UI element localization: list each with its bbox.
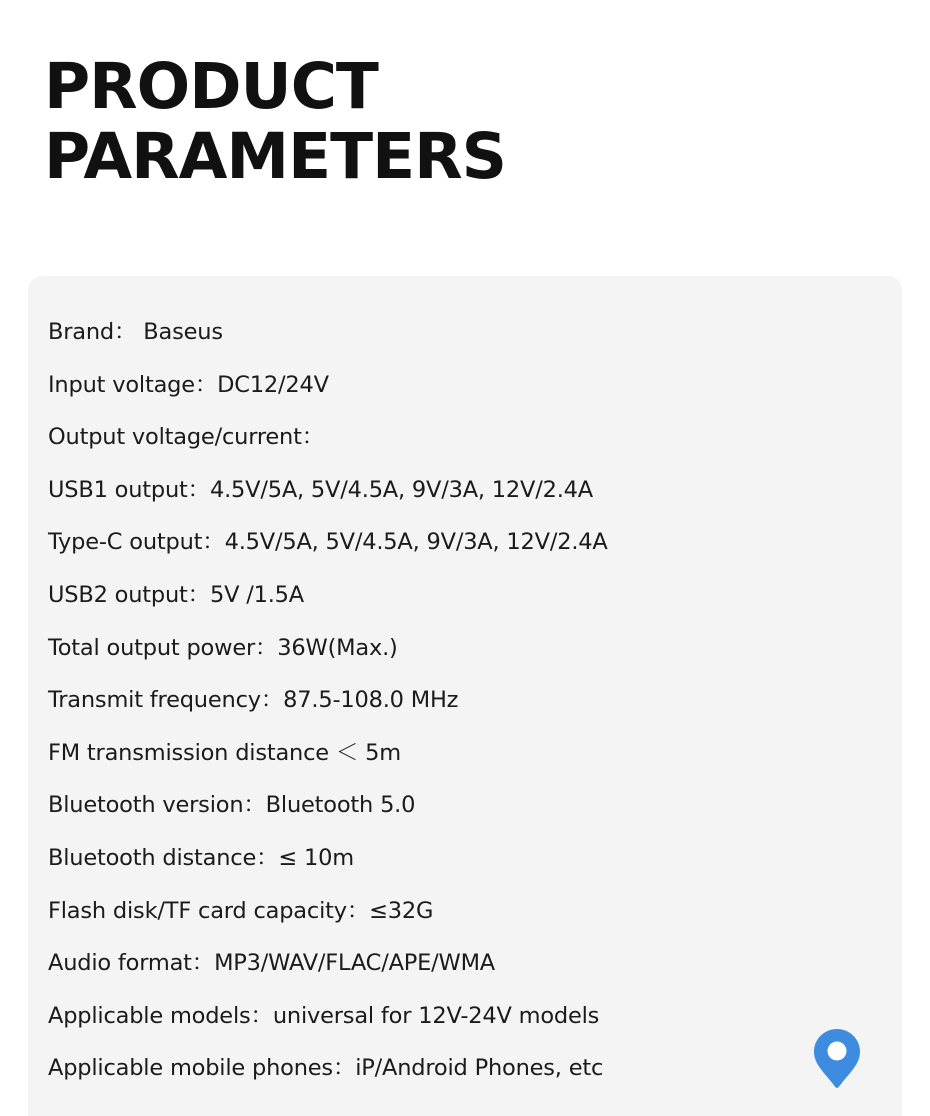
list-item: Type-C output：4.5V/5A, 5V/4.5A, 9V/3A, 12V/2.4A xyxy=(48,529,608,556)
location-pin-icon xyxy=(810,1028,864,1090)
list-item: Applicable models：universal for 12V-24V models xyxy=(48,1002,600,1029)
list-item: FM transmission distance ＜ 5m xyxy=(48,739,401,766)
list-item: USB1 output：4.5V/5A, 5V/4.5A, 9V/3A, 12V/2.4A xyxy=(48,476,593,503)
list-item: Input voltage：DC12/24V xyxy=(48,371,329,398)
list-item: Output voltage/current： xyxy=(48,424,325,451)
list-item: Audio format：MP3/WAV/FLAC/APE/WMA xyxy=(48,950,495,977)
list-item: Brand： Baseus xyxy=(48,319,223,345)
specifications-list xyxy=(28,306,902,1095)
specifications-card xyxy=(28,276,902,1116)
list-item: Transmit frequency：87.5-108.0 MHz xyxy=(48,687,459,714)
page-title xyxy=(44,52,804,192)
list-item: Total output power：36W(Max.) xyxy=(48,634,398,661)
list-item: Bluetooth version：Bluetooth 5.0 xyxy=(48,792,416,819)
list-item: Bluetooth distance：≤ 10m xyxy=(48,844,354,871)
page-title-line-1: PRODUCT xyxy=(44,50,378,123)
list-item: Applicable mobile phones：iP/Android Phones, etc xyxy=(48,1055,604,1082)
list-item: Flash disk/TF card capacity：≤32G xyxy=(48,897,434,924)
list-item: USB2 output：5V /1.5A xyxy=(48,581,304,608)
page-title-line-2: PARAMETERS xyxy=(44,120,507,193)
